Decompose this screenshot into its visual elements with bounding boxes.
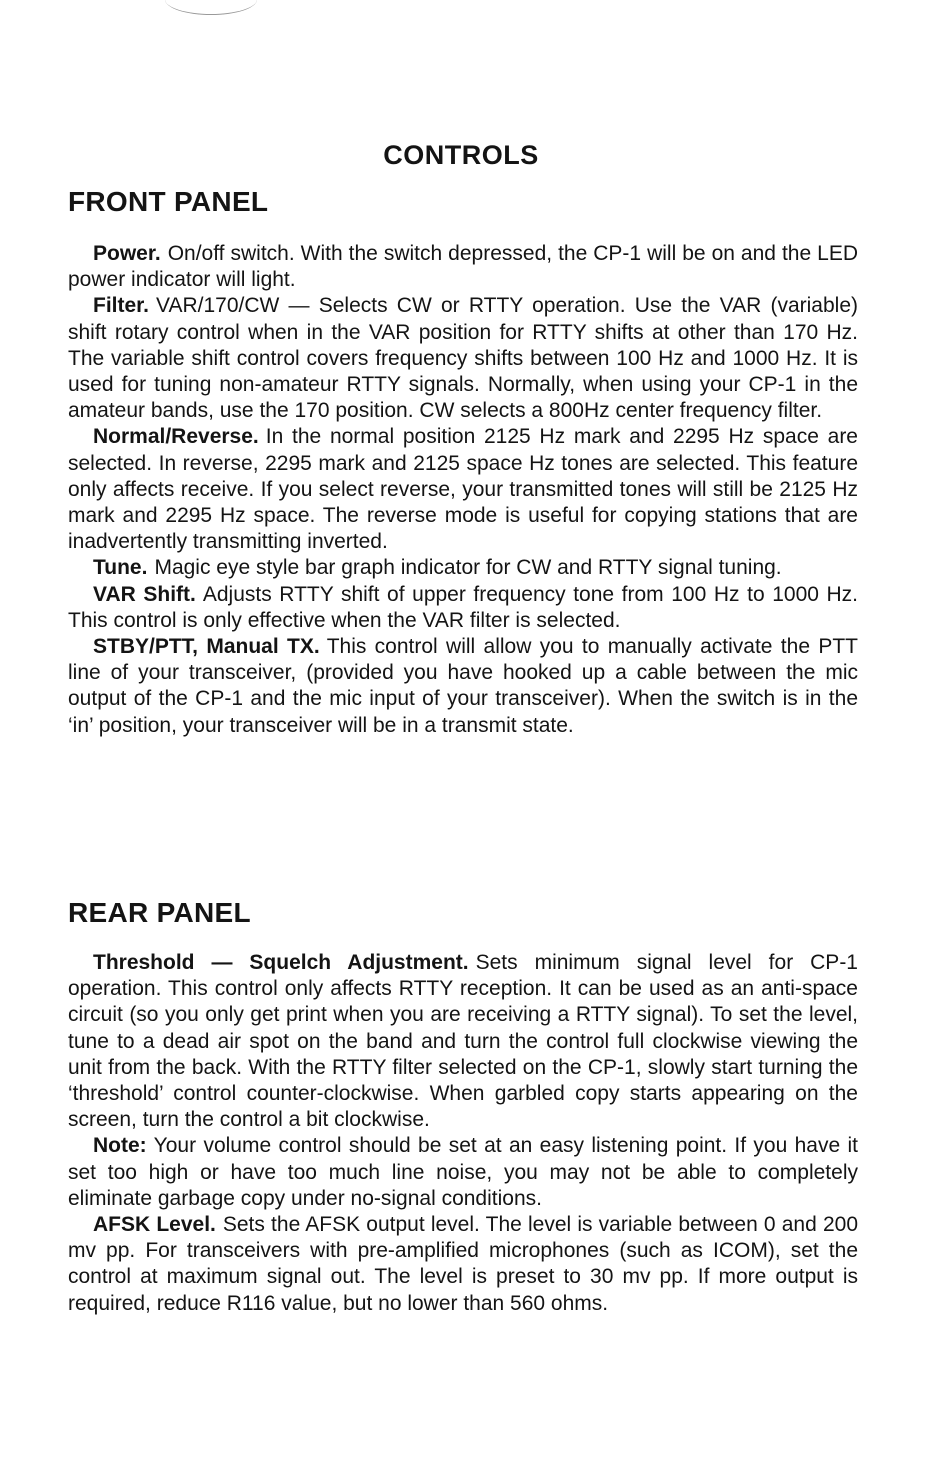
control-description: Your volume control should be set at an easy listening point. If you have it set too high or have too much line noise, you may not be able to completely eliminate garbage copy under no-signal conditions. [68, 1134, 858, 1210]
control-term: Filter. [93, 294, 150, 318]
page-title: CONTROLS [383, 140, 539, 170]
control-entry-var-shift [68, 582, 858, 634]
control-term: Power. [93, 242, 161, 265]
control-description: This control will allow you to manually activate the PTT line of your transceiver, (provided you have hooked up a cable between the mic output of the CP-1 and the mic input of your transceiver). When the switch is in the ‘in’ position, your transceiver will be in a transmit state. [68, 635, 858, 737]
control-entry-normal-reverse [68, 424, 858, 555]
control-entry-stby-ptt [68, 634, 858, 739]
control-entry-threshold [68, 950, 858, 1133]
control-term: AFSK Level. [93, 1213, 216, 1237]
control-entry-note [68, 1133, 858, 1212]
control-description: Adjusts RTTY shift of upper frequency tone from 100 Hz to 1000 Hz. This control is only effective when the VAR filter is selected. [68, 582, 859, 632]
scan-artifact-mark [165, 0, 257, 15]
control-term: Threshold — Squelch Adjustment. [93, 951, 469, 974]
front-panel-heading: FRONT PANEL [68, 186, 269, 217]
control-description: Magic eye style bar graph indicator for CW and RTTY signal tuning. [154, 556, 782, 580]
control-term: VAR Shift. [93, 582, 196, 606]
control-entry-tune [68, 555, 858, 581]
rear-panel-section [68, 950, 858, 1317]
control-description: On/off switch. With the switch depressed, the CP-1 will be on and the LED power indicator will light. [68, 242, 858, 292]
control-term: Tune. [93, 556, 148, 580]
control-term: Note: [93, 1134, 147, 1158]
control-term: STBY/PTT, Manual TX. [93, 635, 320, 659]
control-entry-filter [68, 293, 858, 424]
rear-panel-heading: REAR PANEL [68, 897, 251, 928]
front-panel-section [68, 241, 858, 739]
control-description: Sets minimum signal level for CP-1 operation. This control only affects RTTY reception. It can be used as an anti-space circuit (so you only get print when you are receiving a RTTY signal). To set the level, tune to a dead air spot on the band and turn the control full clockwise viewing the unit from the back. With the RTTY filter selected on the CP-1, slowly start turning the ‘threshold’ control counter-clockwise. When garbled copy starts appearing on the screen, turn the control a bit clockwise. [68, 951, 858, 1132]
control-entry-power [68, 241, 858, 293]
control-description: VAR/170/CW — Selects CW or RTTY operation. Use the VAR (variable) shift rotary control when in the VAR position for RTTY shifts at other than 170 Hz. The variable shift control covers frequency shifts between 100 Hz and 1000 Hz. It is used for tuning non-amateur RTTY signals. Normally, when using your CP-1 in the amateur bands, use the 170 position. CW selects a 800Hz center frequency filter. [68, 294, 858, 423]
control-term: Normal/Reverse. [93, 425, 259, 449]
control-entry-afsk-level [68, 1212, 858, 1317]
control-description: In the normal position 2125 Hz mark and 2295 Hz space are selected. In reverse, 2295 mark and 2125 space Hz tones are selected. This feature only affects receive. If you select reverse, your transmitted tones will still be 2125 Hz mark and 2295 Hz space. The reverse mode is useful for copying stations that are inadvertently transmitting inverted. [68, 425, 858, 554]
control-description: Sets the AFSK output level. The level is variable between 0 and 200 mv pp. For transceivers with pre-amplified microphones (such as ICOM), set the control at maximum signal out. The level is preset to 30 mv pp. If more output is required, reduce R116 value, but no lower than 560 ohms. [68, 1213, 858, 1315]
